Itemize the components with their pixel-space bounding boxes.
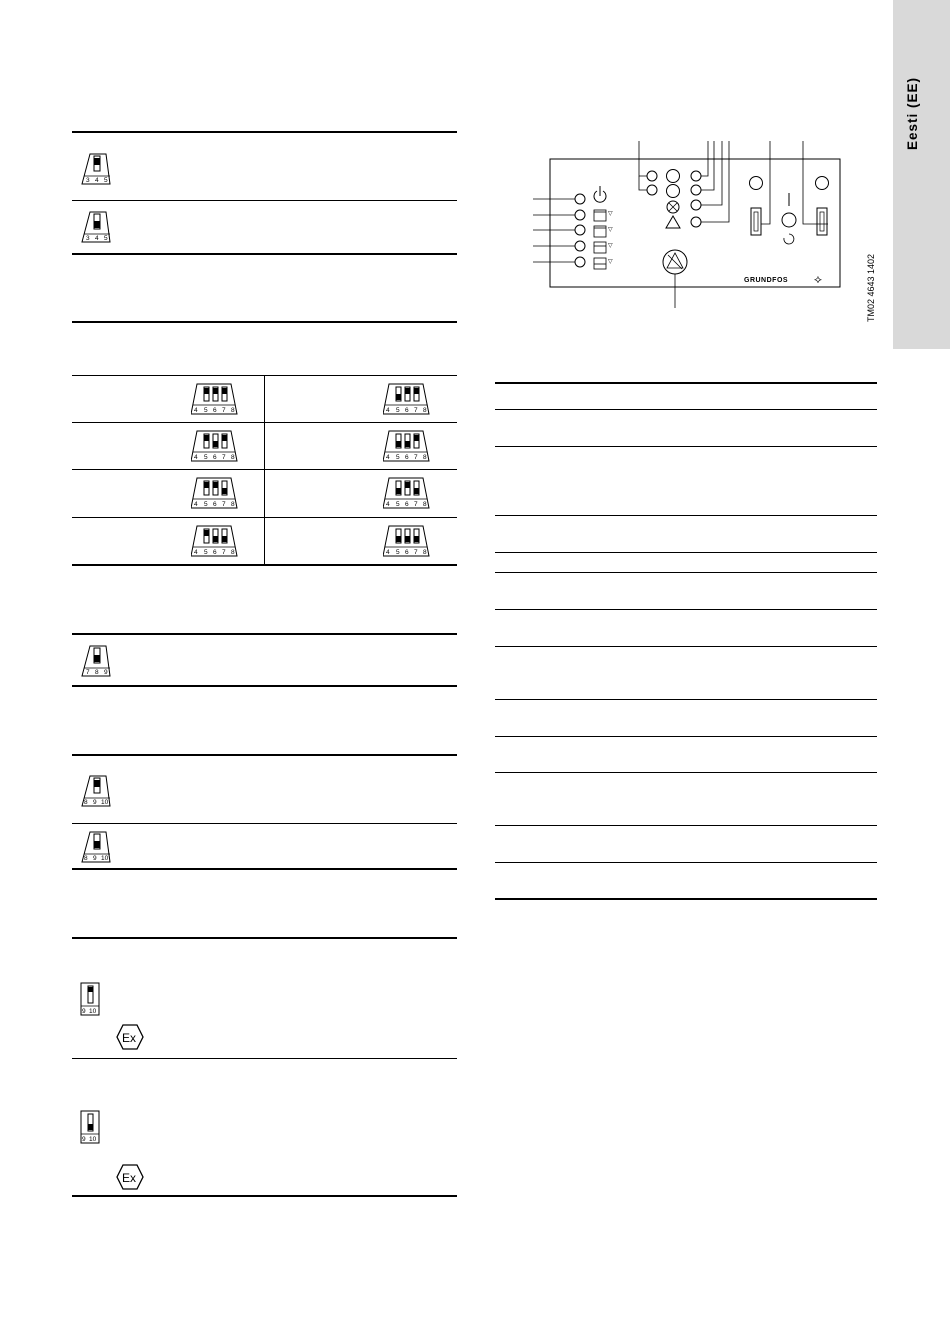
- table-rule: [495, 646, 877, 647]
- dip-switch-icon: [191, 475, 241, 514]
- dip-num: 5: [396, 454, 400, 461]
- table-rule: [72, 131, 457, 133]
- table-rule: [72, 253, 457, 255]
- dip-num: 6: [213, 407, 217, 414]
- dip-num: 5: [204, 407, 208, 414]
- dip-num: 4: [194, 501, 198, 508]
- dip-num: 8: [231, 549, 235, 556]
- dip-num: 4: [386, 407, 390, 414]
- dip-num: 5: [396, 407, 400, 414]
- dip-num: 4: [194, 454, 198, 461]
- dip-switch-icon: [383, 428, 433, 467]
- table-rule: [72, 321, 457, 323]
- dip-num: 6: [213, 501, 217, 508]
- dip-num: 10: [101, 799, 109, 806]
- table-rule: [72, 823, 457, 824]
- dip-num: 9: [82, 1136, 86, 1143]
- dip-num: 4: [386, 454, 390, 461]
- dip-num: 8: [84, 855, 88, 862]
- dip-num: 5: [104, 235, 108, 242]
- dip-switch-icon: [80, 642, 116, 683]
- dip-num: 8: [231, 407, 235, 414]
- dip-num: 4: [194, 407, 198, 414]
- dip-num: 7: [222, 454, 226, 461]
- language-label: Eesti (EE): [905, 76, 920, 150]
- table-rule: [72, 868, 457, 870]
- dip-num: 5: [204, 454, 208, 461]
- dip-num: 9: [104, 669, 108, 676]
- dip-switch-icon: [383, 475, 433, 514]
- table-rule: [72, 1195, 457, 1197]
- dip-num: 7: [414, 407, 418, 414]
- dip-num: 9: [93, 855, 97, 862]
- table-rule: [495, 409, 877, 410]
- ex-label: Ex: [122, 1031, 137, 1045]
- dip-num: 8: [423, 501, 427, 508]
- table-rule: [495, 446, 877, 447]
- ex-symbol-icon: [116, 1024, 144, 1055]
- dip-num: 7: [414, 454, 418, 461]
- dip-num: 4: [194, 549, 198, 556]
- table-rule: [495, 862, 877, 863]
- table-rule: [72, 1058, 457, 1059]
- dip-num: 10: [89, 1136, 97, 1143]
- table-rule: [72, 937, 457, 939]
- ip-mark: IP: [87, 988, 92, 994]
- control-panel-figure: [528, 138, 848, 318]
- svg-text:⟡: ⟡: [814, 272, 822, 286]
- dip-num: 8: [84, 799, 88, 806]
- dip-num: 9: [93, 799, 97, 806]
- dip-num: 7: [414, 501, 418, 508]
- table-rule: [72, 200, 457, 201]
- dip-num: 5: [104, 177, 108, 184]
- dip-switch-icon: [80, 772, 116, 813]
- dip-num: 6: [405, 549, 409, 556]
- dip-switch-icon: [383, 381, 433, 420]
- dip-switch-icon: [79, 982, 103, 1021]
- dip-num: 6: [405, 501, 409, 508]
- svg-text:▽: ▽: [608, 211, 613, 217]
- language-tab: [893, 0, 950, 349]
- table-divider: [264, 375, 265, 565]
- figure-code: TM02 4643 1402: [866, 253, 876, 322]
- ex-label: Ex: [122, 1171, 137, 1185]
- ex-symbol-icon: [116, 1164, 144, 1195]
- svg-text:▽: ▽: [608, 227, 613, 233]
- dip-num: 6: [213, 454, 217, 461]
- dip-num: 5: [396, 549, 400, 556]
- table-rule: [495, 699, 877, 700]
- svg-text:▽: ▽: [608, 259, 613, 265]
- dip-num: 3: [86, 177, 90, 184]
- dip-num: 7: [86, 669, 90, 676]
- table-rule: [495, 772, 877, 773]
- table-rule: [72, 633, 457, 635]
- dip-switch-icon: [80, 150, 116, 191]
- dip-num: 8: [95, 669, 99, 676]
- dip-num: 7: [222, 501, 226, 508]
- table-rule: [495, 552, 877, 553]
- dip-num: 5: [204, 501, 208, 508]
- dip-num: 6: [213, 549, 217, 556]
- dip-num: 8: [423, 549, 427, 556]
- table-rule: [495, 515, 877, 516]
- dip-num: 6: [405, 407, 409, 414]
- dip-switch-icon: [79, 1110, 103, 1149]
- dip-num: 8: [231, 454, 235, 461]
- grundfos-logo: GRUNDFOS: [744, 277, 789, 284]
- dip-switch-icon: [191, 428, 241, 467]
- dip-num: 4: [386, 549, 390, 556]
- dip-num: 7: [414, 549, 418, 556]
- table-rule: [72, 754, 457, 756]
- table-rule: [495, 609, 877, 610]
- dip-num: 6: [405, 454, 409, 461]
- dip-switch-icon: [383, 523, 433, 562]
- dip-num: 8: [231, 501, 235, 508]
- dip-num: 5: [204, 549, 208, 556]
- dip-num: 8: [423, 454, 427, 461]
- dip-switch-icon: [191, 523, 241, 562]
- dip-num: 4: [386, 501, 390, 508]
- dip-num: 4: [95, 177, 99, 184]
- dip-num: 7: [222, 549, 226, 556]
- dip-num: 9: [82, 1008, 86, 1015]
- dip-switch-icon: [80, 828, 116, 869]
- table-rule: [495, 382, 877, 384]
- dip-num: 7: [222, 407, 226, 414]
- dip-switch-icon: [191, 381, 241, 420]
- dip-num: 3: [86, 235, 90, 242]
- svg-text:▽: ▽: [608, 243, 613, 249]
- table-rule: [495, 825, 877, 826]
- dip-num: 4: [95, 235, 99, 242]
- dip-num: 8: [423, 407, 427, 414]
- dip-switch-icon: [80, 208, 116, 249]
- table-rule: [495, 572, 877, 573]
- table-rule: [495, 898, 877, 900]
- dip-num: 5: [396, 501, 400, 508]
- dip-num: 10: [89, 1008, 97, 1015]
- dip-num: 10: [101, 855, 109, 862]
- table-rule: [72, 685, 457, 687]
- table-rule: [495, 736, 877, 737]
